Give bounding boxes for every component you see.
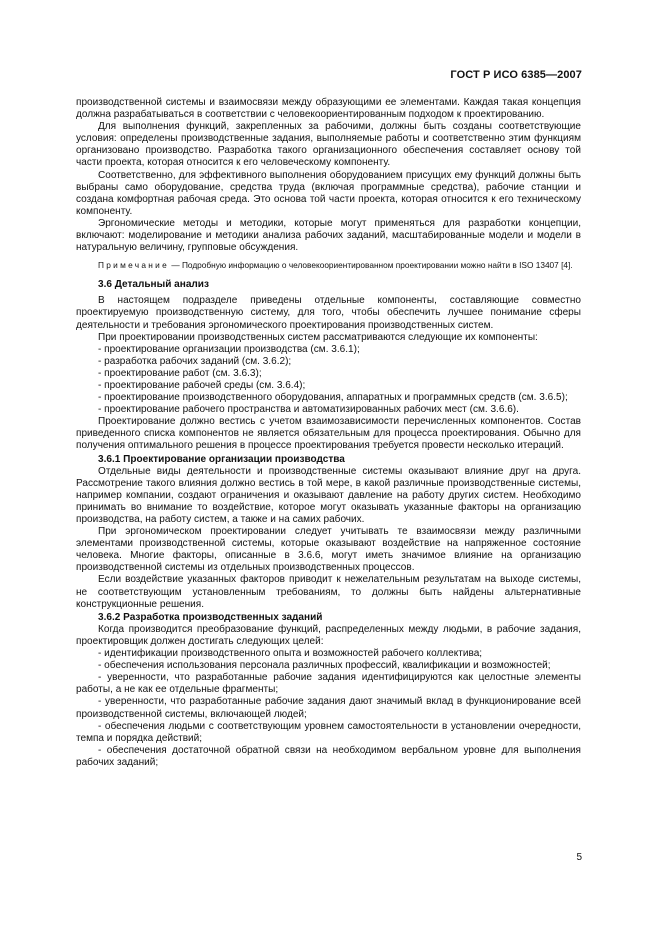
paragraph: В настоящем подразделе приведены отдельные компоненты, составляющие совместно проектируемую производственную систему, для того, чтобы обеспечить лучшее понимание сферы деятельности и требования эргономического проектирования производственных систем.	[76, 295, 581, 331]
section-heading-3-6-1: 3.6.1 Проектирование организации производства	[98, 453, 345, 465]
list-item: - проектирование производственного оборудования, аппаратных и программных средств (см. 3.6.5);	[98, 392, 568, 404]
document-header: ГОСТ Р ИСО 6385—2007	[450, 69, 582, 81]
paragraph: При проектировании производственных систем рассматриваются следующие их компоненты:	[98, 331, 538, 343]
section-heading-3-6-2: 3.6.2 Разработка производственных заданий	[98, 611, 323, 623]
paragraph: При эргономическом проектировании следует учитывать те взаимосвязи между различными элементами производственной системы, которые оказывают воздействие на напряженное состояние человека. Многие факторы, описанные в 3.6.6, могут иметь значимое влияние на организацию производственной системы из отдельных производственных процессов.	[76, 526, 581, 574]
page-number: 5	[576, 852, 582, 863]
list-item: - разработка рабочих заданий (см. 3.6.2);	[98, 355, 292, 367]
paragraph: Для выполнения функций, закрепленных за рабочими, должны быть созданы соответствующие условия: определены производственные задания, выполняемые работы и соответственно этим функциям организовано производство. Разработка такого организационного обеспечения составляет основу той части проекта, которая относится к его человеческому компоненту.	[76, 121, 581, 169]
list-item: - обеспечения достаточной обратной связи на необходимом вербальном уровне для выполнения рабочих заданий;	[76, 744, 581, 768]
note-label: Примечание	[98, 260, 170, 271]
list-item: - проектирование рабочей среды (см. 3.6.4);	[98, 379, 306, 391]
list-item: - уверенности, что разработанные рабочие задания дают значимый вклад в функционирование всей производственной системы, включающей людей;	[76, 696, 581, 720]
note-text: — Подробную информацию о человекоориентированном проектировании можно найти в ISO 13407 [4].	[169, 260, 573, 271]
list-item: - проектирование работ (см. 3.6.3);	[98, 367, 262, 379]
list-item: - уверенности, что разработанные рабочие задания идентифицируются как целостные элементы работы, а не как ее отдельные фрагменты;	[76, 672, 581, 696]
list-item: - проектирование организации производства (см. 3.6.1);	[98, 343, 360, 355]
list-item: - обеспечения использования персонала различных профессий, квалификации и возможностей;	[98, 660, 551, 672]
paragraph: Эргономические методы и методики, которые могут применяться для разработки концепции, включают: моделирование и методики анализа рабочих заданий, масштабированные модели и модели в натуральную величину, групповые обсуждения.	[76, 217, 581, 254]
note	[76, 260, 581, 271]
list-item: - идентификации производственного опыта и возможностей рабочего коллектива;	[98, 648, 483, 660]
paragraph: производственной системы и взаимосвязи между образующими ее элементами. Каждая такая концепция должна разрабатываться в соответствии с человекоориентированным подходом к проектированию.	[76, 97, 581, 121]
list-item: - обеспечения людьми с соответствующим уровнем самостоятельности в установлении очередности, темпа и порядка действий;	[76, 720, 581, 744]
paragraph: Соответственно, для эффективного выполнения оборудованием присущих ему функций должны быть выбраны само оборудование, средства труда (включая программные средства), рабочие станции и создана комфортная рабочая среда. Это основа той части проекта, которая относится к его техническому компоненту.	[76, 169, 581, 217]
list-item: - проектирование рабочего пространства и автоматизированных рабочих мест (см. 3.6.6).	[98, 404, 519, 416]
document-body	[76, 97, 581, 769]
paragraph: Когда производится преобразование функций, распределенных между людьми, в рабочие задания, проектировщик должен достигать следующих целей:	[76, 623, 581, 647]
paragraph: Если воздействие указанных факторов приводит к нежелательным результатам на выходе системы, не соответствующим установленным требованиям, то должны быть найдены альтернативные конструкционные решения.	[76, 574, 581, 610]
paragraph: Проектирование должно вестись с учетом взаимозависимости перечисленных компонентов. Состав приведенного списка компонентов не является обязательным для процесса проектирования. Обычно для получения оптимального решения в процессе проектирования требуется провести несколько итераций.	[76, 416, 581, 452]
paragraph: Отдельные виды деятельности и производственные системы оказывают влияние друг на друга. Рассмотрение такого влияния должно вестись в той мере, в какой различные производственные системы, например компании, создают ограничения и оказывают давление на работу других систем. Необходимо принимать во внимание то воздействие, которое могут оказывать указанные факторы на организацию производства, на работу систем, а также и на самих рабочих.	[76, 465, 581, 525]
section-heading-3-6: 3.6 Детальный анализ	[98, 279, 209, 291]
